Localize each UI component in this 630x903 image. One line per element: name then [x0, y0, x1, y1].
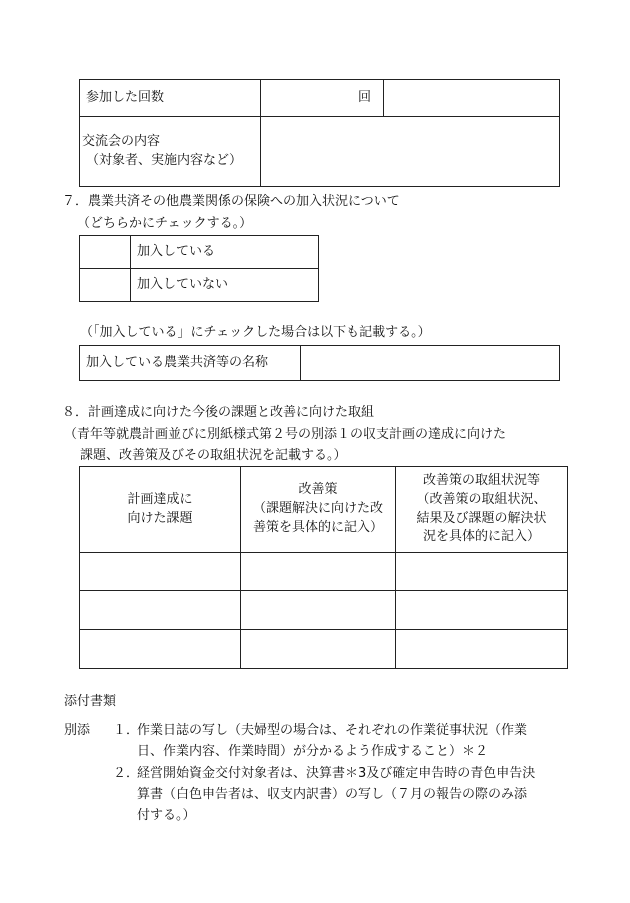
insurance-check-cell-yes[interactable]: [80, 236, 131, 269]
attachment-item1-line1: 作業日誌の写し（夫婦型の場合は、それぞれの作業従事状況（作業: [137, 723, 528, 738]
section8-note-line2: 課題、改善策及びその取組状況を記載する。）: [80, 448, 347, 463]
improvement-table: [79, 466, 568, 669]
insurance-option-yes-label: 加入している: [137, 243, 216, 259]
col-header-status-line2: （改善策の取組状況、: [416, 491, 547, 507]
col-header-status-line1: 改善策の取組状況等: [422, 472, 540, 488]
participation-count-cell[interactable]: [261, 80, 384, 117]
col-header-status-line4: 況を具体的に記入）: [422, 529, 540, 545]
section8-note-line1: （青年等就農計画並びに別紙様式第２号の別添１の収支計画の達成に向けた: [64, 427, 507, 442]
col-header-status-line3: 結果及び課題の解決状: [416, 510, 547, 526]
section7-heading: ７．農業共済その他農業関係の保険への加入状況について: [62, 194, 400, 209]
table-cell-r2-measures[interactable]: [241, 591, 396, 630]
attachment-item2-num: ２．: [113, 766, 140, 781]
table-cell-r1-measures[interactable]: [241, 553, 396, 591]
insurance-name-table: [79, 345, 560, 381]
participation-count-unit: 回: [357, 89, 371, 105]
table-cell-r3-issues[interactable]: [80, 630, 241, 669]
col-header-issues-line2: 向けた課題: [127, 510, 193, 526]
attachment-item2-line3: 付する。）: [137, 808, 196, 823]
col-header-measures-line1: 改善策: [298, 482, 338, 498]
col-header-measures-line2: （課題解決に向けた改: [252, 501, 383, 517]
col-header-issues-line1: 計画達成に: [127, 491, 193, 507]
attachment-item2-line1: 経営開始資金交付対象者は、決算書＊3及び確定申告時の青色申告決: [137, 766, 536, 781]
attachment-item2-line2: 算書（白色申告者は、収支内訳書）の写し（７月の報告の際のみ添: [137, 787, 528, 802]
insurance-option-no-label: 加入していない: [137, 276, 229, 292]
table-cell-r3-status[interactable]: [396, 630, 568, 669]
table-cell-r2-status[interactable]: [396, 591, 568, 630]
insurance-name-label: [80, 346, 301, 381]
col-header-status: [396, 467, 568, 553]
attachments-prefix: 別添: [64, 723, 91, 738]
attachments-heading: 添付書類: [64, 694, 117, 709]
participation-count-label-text: 参加した回数: [86, 89, 165, 105]
attachment-item1-line2: 日、作業内容、作業時間）が分かるよう作成すること）＊２: [137, 744, 489, 759]
exchange-content-label: [80, 117, 261, 187]
insurance-check-cell-no[interactable]: [80, 269, 131, 302]
table-cell-r2-issues[interactable]: [80, 591, 241, 630]
section7-followup-note: （「加入している」にチェックした場合は以下も記載する。）: [80, 325, 431, 340]
exchange-content-label-line1: 交流会の内容: [82, 133, 161, 149]
table-cell-r3-measures[interactable]: [241, 630, 396, 669]
participation-count-label: [80, 80, 261, 117]
exchange-content-label-line2: （対象者、実施内容など）: [86, 152, 243, 168]
participation-table: [79, 79, 560, 187]
participation-count-extra-cell[interactable]: [384, 80, 560, 117]
col-header-issues: [80, 467, 241, 553]
exchange-content-cell[interactable]: [261, 117, 560, 187]
insurance-option-no: [131, 269, 319, 302]
insurance-name-cell[interactable]: [301, 346, 560, 381]
insurance-name-label-text: 加入している農業共済等の名称: [86, 354, 269, 370]
section8-heading: ８．計画達成に向けた今後の課題と改善に向けた取組: [62, 405, 375, 420]
table-cell-r1-issues[interactable]: [80, 553, 241, 591]
attachment-item1-num: １．: [113, 723, 140, 738]
insurance-option-yes: [131, 236, 319, 269]
table-cell-r1-status[interactable]: [396, 553, 568, 591]
col-header-measures: [241, 467, 396, 553]
insurance-checkbox-table: [79, 235, 319, 302]
section7-instruction: （どちらかにチェックする。）: [77, 216, 253, 231]
col-header-measures-line3: 善策を具体的に記入）: [252, 519, 383, 535]
